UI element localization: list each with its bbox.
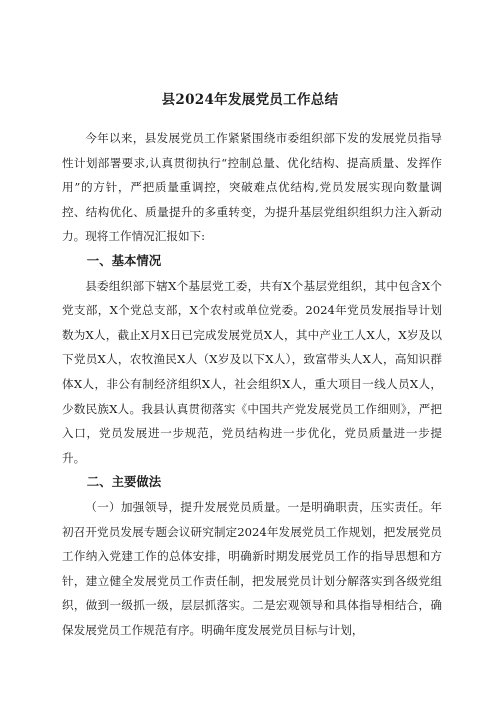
section-heading-basic-situation: 一、基本情况 <box>86 252 162 268</box>
main-practices-paragraph: （一）加强领导，提升发展党员质量。一是明确职责，压实责任。年初召开党员发展专题会议研究制定2024年发展党员工作规划，把发展党员工作纳入党建工作的总体安排，明确新时期发展党员工作的指导思想和方针，建立健全发展党员工作责任制，把发展党员计划分解落实到各级党组织，做到一级抓一级，层层抓落实。二是宏观领导和具体指导相结合，确保发展党员工作规范有序。明确年度发展党员目标与计划， <box>62 499 442 637</box>
document-body <box>62 126 442 642</box>
document-title: 县2024年发展党员工作总结 <box>161 92 339 108</box>
basic-situation-paragraph: 县委组织部下辖X个基层党工委，共有X个基层党组织，其中包含X个党支部，X个党总支部，X个农村或单位党委。2024年党员发展指导计划数为X人，截止X月X日已完成发展党员X人，其中产业工人X人，X岁及以下党员X人，农牧渔民X人（X岁及以下X人），致富带头人X人，高知识群体X人，非公有制经济组织X人，社会组织X人，重大项目一线人员X人，少数民族X人。我县认真贯彻落实《中国共产党发展党员工作细则》，严把入口，党员发展进一步规范，党员结构进一步优化，党员质量进一步提升。 <box>62 278 442 465</box>
section-heading-main-practices: 二、主要做法 <box>86 474 162 490</box>
intro-paragraph: 今年以来，县发展党员工作紧紧围绕市委组织部下发的发展党员指导性计划部署要求,认真贯彻执行“控制总量、优化结构、提高质量、发挥作用”的方针，严把质量重调控，突破难点优结构,党员发展实现向数量调控、结构优化、质量提升的多重转变，为提升基层党组织组织力注入新动力。现将工作情况汇报如下: <box>62 131 442 244</box>
